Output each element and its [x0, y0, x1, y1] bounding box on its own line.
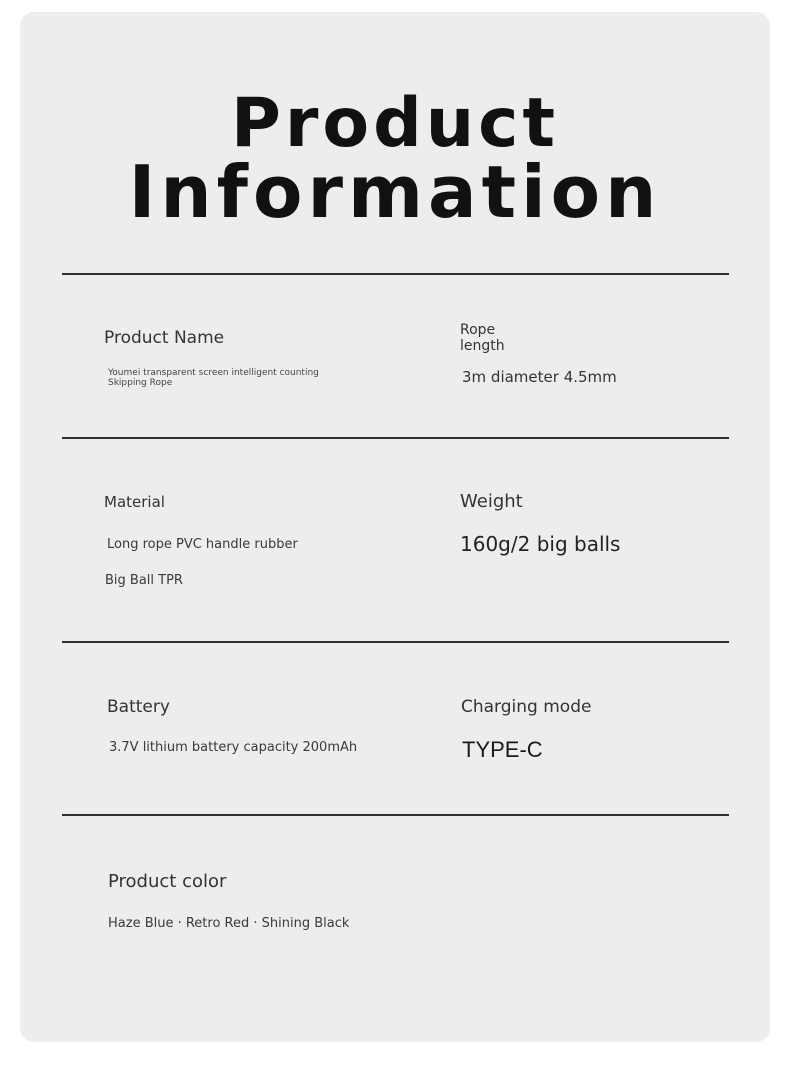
product-color-label: Product color: [108, 871, 227, 892]
battery-label: Battery: [107, 697, 170, 717]
battery-value: 3.7V lithium battery capacity 200mAh: [109, 740, 358, 755]
divider: [62, 641, 729, 643]
rope-length-label: Rope length: [460, 322, 505, 354]
material-value-2: Big Ball TPR: [105, 573, 183, 588]
title-line-2: Information: [128, 150, 662, 234]
divider: [62, 814, 729, 816]
material-label: Material: [104, 493, 165, 511]
product-name-label: Product Name: [104, 328, 225, 348]
charging-mode-label: Charging mode: [461, 697, 592, 717]
charging-mode-value: TYPE-C: [462, 737, 543, 762]
rope-length-value: 3m diameter 4.5mm: [462, 368, 617, 386]
weight-value: 160g/2 big balls: [460, 532, 621, 556]
divider: [62, 273, 729, 275]
divider: [62, 437, 729, 439]
title-line-1: Product: [231, 84, 559, 163]
product-color-value: Haze Blue · Retro Red · Shining Black: [108, 916, 350, 931]
product-name-value: Youmei transparent screen intelligent counting Skipping Rope: [108, 368, 319, 388]
weight-label: Weight: [460, 491, 523, 512]
material-value-1: Long rope PVC handle rubber: [107, 537, 298, 552]
